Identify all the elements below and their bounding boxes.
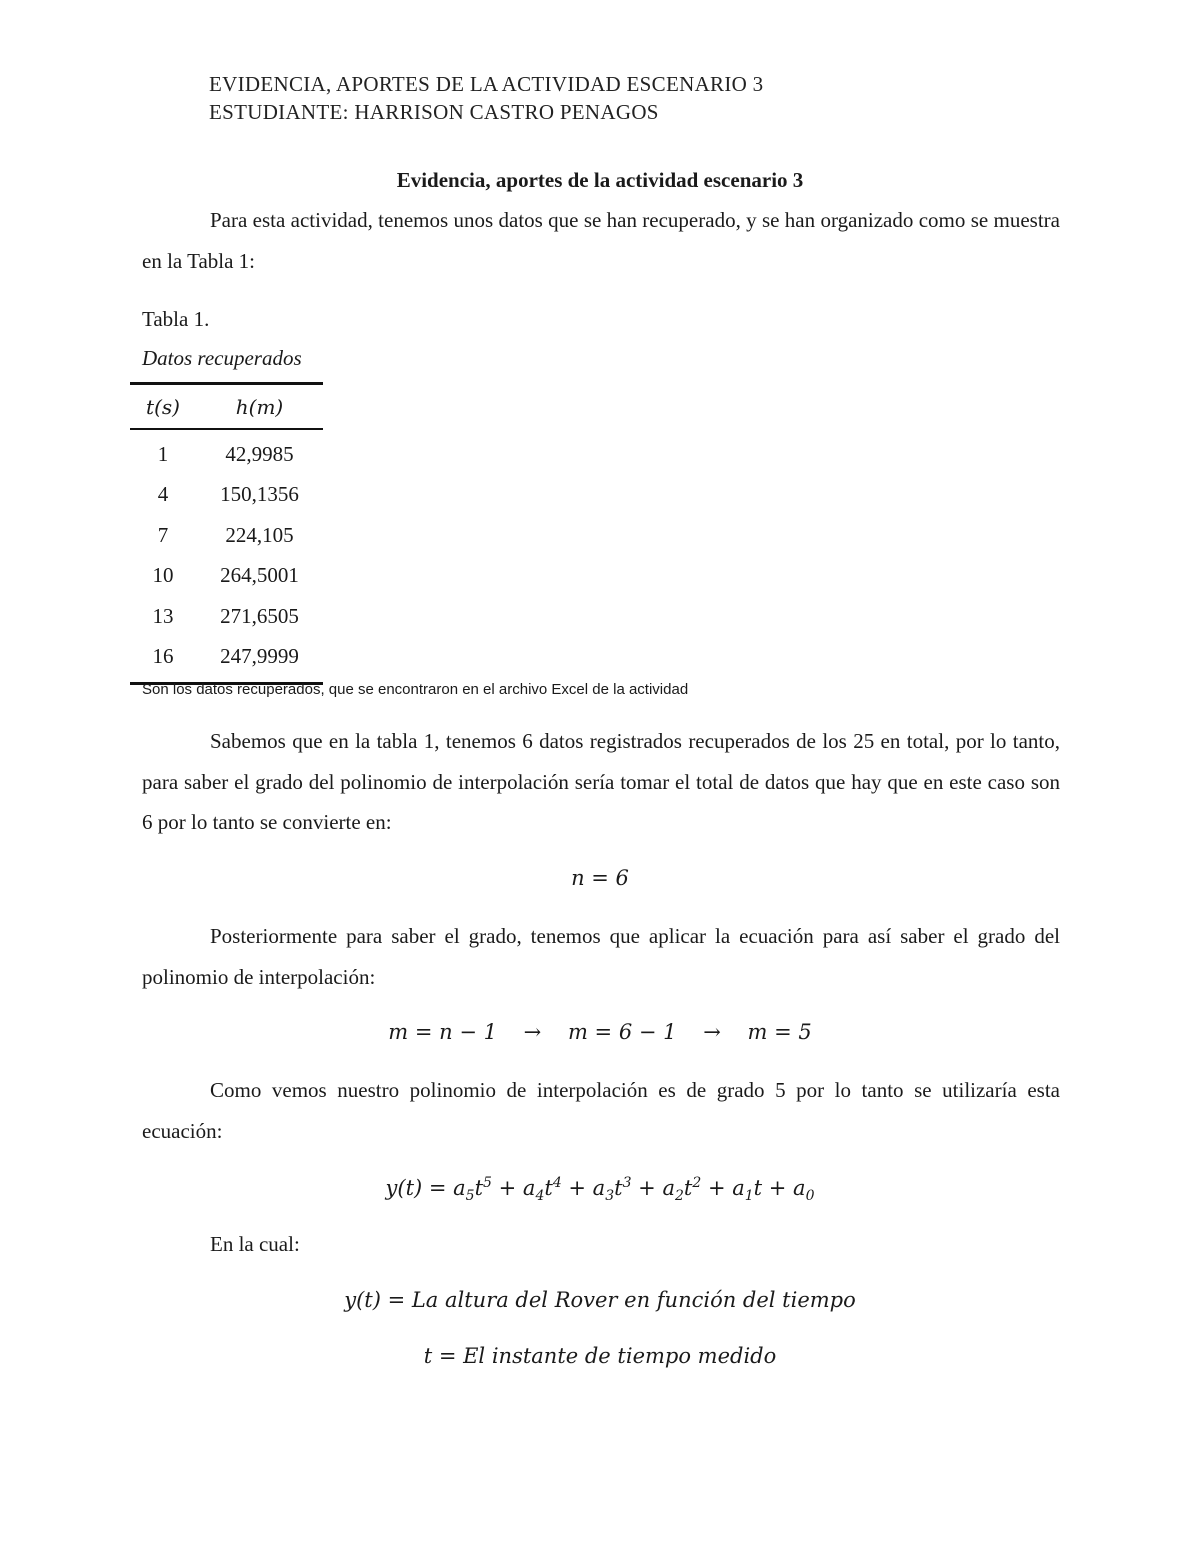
table-note: Son los datos recuperados, que se encontraron en el archivo Excel de la actividad: [142, 681, 689, 698]
table-row: [130, 434, 323, 475]
table-row: [130, 515, 323, 556]
definition-y: y(t) = La altura del Rover en función del tiempo: [344, 1288, 856, 1312]
paragraph-data-count: Sabemos que en la tabla 1, tenemos 6 datos registrados recuperados de los 25 en total, por lo tanto, para saber el grado del polinomio de interpolación sería tomar el total de datos que hay que en este caso son 6 por lo tanto se convierte en:: [142, 729, 1060, 834]
cell-t: 4: [157, 482, 169, 507]
cell-h: 247,9999: [220, 644, 299, 669]
cell-t: 16: [152, 644, 174, 669]
cell-t: 7: [157, 522, 169, 547]
cell-t: 10: [152, 563, 174, 588]
header-line-1: EVIDENCIA, APORTES DE LA ACTIVIDAD ESCENARIO 3: [209, 72, 764, 96]
equation-m-text: m = n − 1 → m = 6 − 1 → m = 5: [388, 1020, 812, 1044]
equation-m: [0, 1020, 1200, 1044]
paragraph-degree: Posteriormente para saber el grado, tenemos que aplicar la ecuación para así saber el grado del polinomio de interpolación:: [142, 924, 1060, 989]
cell-h: 42,9985: [225, 441, 294, 466]
cell-t: 13: [152, 603, 174, 628]
cell-t: 1: [157, 441, 169, 466]
table-row: [130, 475, 323, 516]
equation-polynomial-rendered: $y(t) = a_5t^5 + a_4t^4 + a_3t^3 + a_2t^2 + a_1t + a_0$: [385, 1175, 815, 1205]
equation-polynomial: [0, 1175, 1200, 1204]
paragraph-polynomial: Como vemos nuestro polinomio de interpolación es de grado 5 por lo tanto se utilizaría esta ecuación:: [142, 1078, 1060, 1143]
table-row: [130, 637, 323, 678]
cell-h: 271,6505: [220, 603, 299, 628]
intro-paragraph: Para esta actividad, tenemos unos datos que se han recuperado, y se han organizado como se muestra en la Tabla 1:: [142, 208, 1060, 273]
table-header-h: h(m): [235, 394, 284, 419]
data-table: [130, 382, 323, 685]
header-line-2: ESTUDIANTE: HARRISON CASTRO PENAGOS: [209, 100, 659, 124]
table-caption: Datos recuperados: [142, 346, 302, 370]
cell-h: 264,5001: [220, 563, 299, 588]
cell-h: 150,1356: [220, 482, 299, 507]
table-header-row: [130, 385, 323, 428]
equation-n: n = 6: [571, 866, 629, 890]
cell-h: 224,105: [225, 522, 294, 547]
table-mid-rule: [130, 428, 323, 430]
en-la-cual: En la cual:: [210, 1232, 300, 1256]
table-header-t: t(s): [146, 394, 180, 419]
definition-t: t = El instante de tiempo medido: [423, 1344, 777, 1368]
table-row: [130, 556, 323, 597]
table-label: Tabla 1.: [142, 307, 210, 331]
document-title: Evidencia, aportes de la actividad escenario 3: [396, 168, 804, 192]
table-row: [130, 596, 323, 637]
